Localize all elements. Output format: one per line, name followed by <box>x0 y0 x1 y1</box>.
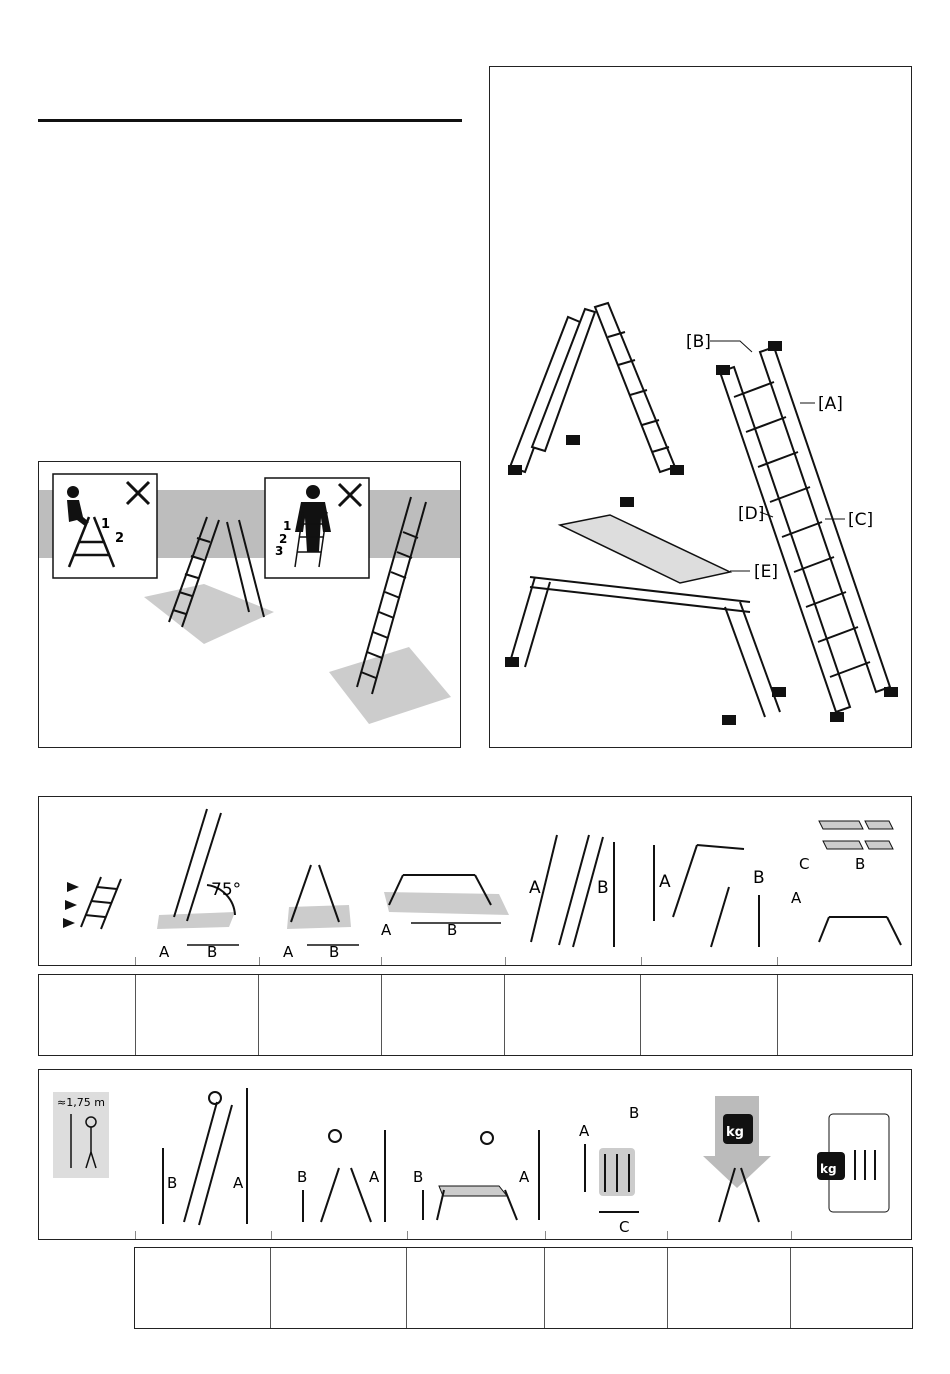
svg-text:A: A <box>381 921 392 939</box>
svg-text:B: B <box>597 878 609 898</box>
svg-text:1: 1 <box>283 519 292 533</box>
dimensions-illustration <box>39 797 911 965</box>
dimensions-values-table <box>38 974 913 1056</box>
svg-text:A: A <box>159 943 170 961</box>
kg-weight-icon: kg <box>726 1125 744 1140</box>
svg-text:C: C <box>799 855 810 873</box>
svg-text:A: A <box>659 872 671 892</box>
label-e: [E] <box>754 562 779 582</box>
svg-text:A: A <box>519 1168 530 1186</box>
svg-text:A: A <box>233 1174 244 1192</box>
section-heading-rule <box>38 119 462 122</box>
label-d: [D] <box>738 504 765 524</box>
svg-text:A: A <box>579 1122 590 1140</box>
svg-text:B: B <box>329 943 340 961</box>
angle-label: 75° <box>211 880 242 900</box>
svg-text:B: B <box>447 921 458 939</box>
svg-text:A: A <box>791 889 802 907</box>
kg-weight-icon-2: kg <box>820 1162 837 1176</box>
safety-illustration-panel <box>38 461 461 748</box>
label-c: [C] <box>848 510 874 530</box>
label-a: [A] <box>818 394 843 414</box>
svg-text:C: C <box>619 1218 630 1236</box>
reach-illustration <box>39 1070 911 1239</box>
svg-text:B: B <box>207 943 218 961</box>
safety-illustration <box>39 462 460 747</box>
svg-text:B: B <box>855 855 866 873</box>
ladder-overview-panel <box>489 66 912 748</box>
dimensions-panel <box>38 796 912 966</box>
svg-text:2: 2 <box>115 531 125 546</box>
svg-text:2: 2 <box>279 532 288 546</box>
label-b: [B] <box>686 332 711 352</box>
svg-text:A: A <box>529 878 541 898</box>
svg-text:1: 1 <box>101 517 111 532</box>
svg-text:B: B <box>629 1104 640 1122</box>
reach-height-panel <box>38 1069 912 1240</box>
person-height-label: ≈1,75 m <box>57 1096 105 1109</box>
svg-text:B: B <box>413 1168 424 1186</box>
svg-text:A: A <box>369 1168 380 1186</box>
reach-values-table <box>134 1247 913 1329</box>
svg-text:3: 3 <box>275 544 284 558</box>
svg-text:B: B <box>753 868 765 888</box>
svg-text:A: A <box>283 943 294 961</box>
svg-text:B: B <box>167 1174 178 1192</box>
svg-text:B: B <box>297 1168 308 1186</box>
ladder-parts-illustration <box>490 67 911 747</box>
